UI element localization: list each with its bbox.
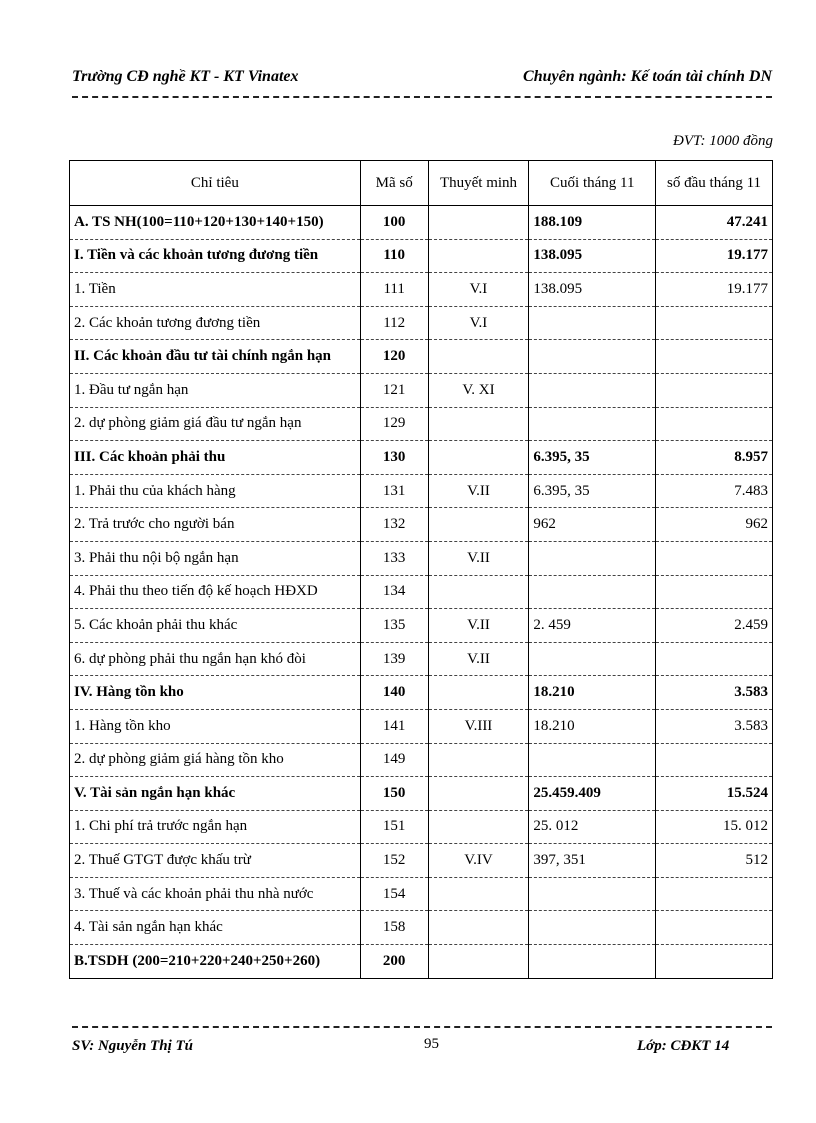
- cell-begin-value: 15.524: [656, 777, 773, 811]
- cell-code: 112: [360, 306, 428, 340]
- cell-indicator: I. Tiền và các khoản tương đương tiền: [70, 239, 361, 273]
- cell-code: 132: [360, 508, 428, 542]
- page-footer: [72, 1026, 772, 1064]
- cell-begin-value: 15. 012: [656, 810, 773, 844]
- cell-code: 158: [360, 911, 428, 945]
- cell-code: 110: [360, 239, 428, 273]
- table-body: [70, 206, 773, 979]
- cell-begin-value: 7.483: [656, 474, 773, 508]
- cell-code: 133: [360, 541, 428, 575]
- cell-code: 149: [360, 743, 428, 777]
- cell-indicator: 4. Tài sản ngắn hạn khác: [70, 911, 361, 945]
- cell-end-value: [529, 642, 656, 676]
- cell-code: 129: [360, 407, 428, 441]
- table-row: [70, 407, 773, 441]
- cell-indicator: 4. Phải thu theo tiến độ kế hoạch HĐXD: [70, 575, 361, 609]
- cell-begin-value: 512: [656, 844, 773, 878]
- cell-note: [428, 810, 529, 844]
- cell-indicator: 2. Các khoản tương đương tiền: [70, 306, 361, 340]
- cell-indicator: 1. Đầu tư ngắn hạn: [70, 373, 361, 407]
- cell-code: 200: [360, 945, 428, 979]
- cell-note: [428, 508, 529, 542]
- page-header: [72, 66, 772, 98]
- table-row: [70, 743, 773, 777]
- cell-indicator: III. Các khoản phải thu: [70, 441, 361, 475]
- cell-code: 134: [360, 575, 428, 609]
- cell-note: V.I: [428, 306, 529, 340]
- cell-begin-value: [656, 743, 773, 777]
- cell-note: [428, 575, 529, 609]
- cell-indicator: 2. Thuế GTGT được khấu trừ: [70, 844, 361, 878]
- cell-end-value: 25. 012: [529, 810, 656, 844]
- cell-end-value: [529, 541, 656, 575]
- cell-end-value: [529, 911, 656, 945]
- cell-note: V.II: [428, 541, 529, 575]
- cell-begin-value: [656, 945, 773, 979]
- cell-begin-value: 19.177: [656, 239, 773, 273]
- column-header-begin: số đầu tháng 11: [656, 161, 773, 206]
- cell-note: [428, 676, 529, 710]
- table-row: [70, 508, 773, 542]
- cell-note: V.II: [428, 642, 529, 676]
- cell-code: 120: [360, 340, 428, 374]
- table-row: [70, 709, 773, 743]
- cell-note: [428, 407, 529, 441]
- cell-indicator: 2. Trả trước cho người bán: [70, 508, 361, 542]
- cell-begin-value: [656, 407, 773, 441]
- cell-note: V.II: [428, 474, 529, 508]
- cell-indicator: 1. Phải thu của khách hàng: [70, 474, 361, 508]
- table-row: [70, 911, 773, 945]
- cell-end-value: [529, 407, 656, 441]
- cell-indicator: 1. Hàng tồn kho: [70, 709, 361, 743]
- table-row: [70, 206, 773, 240]
- cell-end-value: [529, 743, 656, 777]
- table-row: [70, 676, 773, 710]
- cell-end-value: [529, 575, 656, 609]
- cell-begin-value: 19.177: [656, 273, 773, 307]
- cell-indicator: A. TS NH(100=110+120+130+140+150): [70, 206, 361, 240]
- cell-begin-value: 47.241: [656, 206, 773, 240]
- cell-code: 130: [360, 441, 428, 475]
- cell-code: 121: [360, 373, 428, 407]
- cell-begin-value: [656, 541, 773, 575]
- cell-note: V.II: [428, 609, 529, 643]
- cell-end-value: [529, 306, 656, 340]
- column-header-end: Cuối tháng 11: [529, 161, 656, 206]
- table-row: [70, 541, 773, 575]
- cell-indicator: 5. Các khoản phải thu khác: [70, 609, 361, 643]
- cell-begin-value: [656, 877, 773, 911]
- cell-end-value: 18.210: [529, 709, 656, 743]
- cell-code: 141: [360, 709, 428, 743]
- cell-note: [428, 743, 529, 777]
- cell-end-value: 138.095: [529, 273, 656, 307]
- column-header-note: Thuyết minh: [428, 161, 529, 206]
- table-row: [70, 340, 773, 374]
- cell-code: 154: [360, 877, 428, 911]
- unit-note: ĐVT: 1000 đồng: [672, 133, 773, 149]
- table-row: [70, 945, 773, 979]
- table-row: [70, 575, 773, 609]
- cell-end-value: 188.109: [529, 206, 656, 240]
- cell-code: 131: [360, 474, 428, 508]
- table-row: [70, 373, 773, 407]
- cell-begin-value: [656, 575, 773, 609]
- cell-note: V.III: [428, 709, 529, 743]
- major-name: Chuyên ngành: Kế toán tài chính DN: [523, 68, 772, 85]
- cell-begin-value: [656, 642, 773, 676]
- cell-end-value: [529, 373, 656, 407]
- column-header-indicator: Chỉ tiêu: [70, 161, 361, 206]
- cell-end-value: 2. 459: [529, 609, 656, 643]
- cell-indicator: 2. dự phòng giảm giá hàng tồn kho: [70, 743, 361, 777]
- cell-indicator: V. Tài sản ngắn hạn khác: [70, 777, 361, 811]
- cell-begin-value: [656, 373, 773, 407]
- cell-code: 139: [360, 642, 428, 676]
- cell-begin-value: 8.957: [656, 441, 773, 475]
- table-row: [70, 844, 773, 878]
- table-row: [70, 777, 773, 811]
- cell-code: 140: [360, 676, 428, 710]
- cell-end-value: 6.395, 35: [529, 441, 656, 475]
- column-header-code: Mã số: [360, 161, 428, 206]
- cell-code: 151: [360, 810, 428, 844]
- cell-note: [428, 206, 529, 240]
- cell-end-value: [529, 945, 656, 979]
- class-name: Lớp: CĐKT 14: [637, 1038, 730, 1054]
- table-row: [70, 273, 773, 307]
- cell-end-value: [529, 340, 656, 374]
- cell-indicator: 2. dự phòng giảm giá đầu tư ngắn hạn: [70, 407, 361, 441]
- cell-note: [428, 777, 529, 811]
- cell-note: V.IV: [428, 844, 529, 878]
- cell-begin-value: [656, 911, 773, 945]
- table-row: [70, 306, 773, 340]
- table-row: [70, 441, 773, 475]
- cell-begin-value: 3.583: [656, 676, 773, 710]
- cell-end-value: 138.095: [529, 239, 656, 273]
- cell-indicator: 3. Phải thu nội bộ ngắn hạn: [70, 541, 361, 575]
- cell-begin-value: 2.459: [656, 609, 773, 643]
- school-name: Trường CĐ nghề KT - KT Vinatex: [72, 68, 299, 85]
- cell-code: 152: [360, 844, 428, 878]
- cell-note: V. XI: [428, 373, 529, 407]
- cell-indicator: 3. Thuế và các khoản phải thu nhà nước: [70, 877, 361, 911]
- student-name: SV: Nguyễn Thị Tú: [72, 1038, 193, 1054]
- cell-indicator: II. Các khoản đầu tư tài chính ngắn hạn: [70, 340, 361, 374]
- cell-begin-value: 962: [656, 508, 773, 542]
- cell-code: 100: [360, 206, 428, 240]
- cell-note: [428, 911, 529, 945]
- table-row: [70, 642, 773, 676]
- cell-begin-value: 3.583: [656, 709, 773, 743]
- cell-begin-value: [656, 306, 773, 340]
- table-row: [70, 239, 773, 273]
- table-row: [70, 474, 773, 508]
- table-row: [70, 810, 773, 844]
- cell-begin-value: [656, 340, 773, 374]
- cell-end-value: 962: [529, 508, 656, 542]
- cell-note: [428, 441, 529, 475]
- cell-indicator: 1. Chi phí trả trước ngắn hạn: [70, 810, 361, 844]
- balance-sheet-table: [69, 160, 773, 979]
- cell-indicator: 1. Tiền: [70, 273, 361, 307]
- page-number: 95: [424, 1036, 439, 1052]
- cell-code: 111: [360, 273, 428, 307]
- cell-note: [428, 877, 529, 911]
- table-header-row: [70, 161, 773, 206]
- cell-note: [428, 945, 529, 979]
- cell-note: [428, 239, 529, 273]
- cell-note: V.I: [428, 273, 529, 307]
- cell-indicator: B.TSDH (200=210+220+240+250+260): [70, 945, 361, 979]
- table-row: [70, 877, 773, 911]
- cell-indicator: IV. Hàng tồn kho: [70, 676, 361, 710]
- cell-end-value: 18.210: [529, 676, 656, 710]
- cell-end-value: 6.395, 35: [529, 474, 656, 508]
- cell-end-value: [529, 877, 656, 911]
- cell-code: 150: [360, 777, 428, 811]
- cell-indicator: 6. dự phòng phải thu ngắn hạn khó đòi: [70, 642, 361, 676]
- table-row: [70, 609, 773, 643]
- cell-code: 135: [360, 609, 428, 643]
- cell-end-value: 397, 351: [529, 844, 656, 878]
- cell-note: [428, 340, 529, 374]
- cell-end-value: 25.459.409: [529, 777, 656, 811]
